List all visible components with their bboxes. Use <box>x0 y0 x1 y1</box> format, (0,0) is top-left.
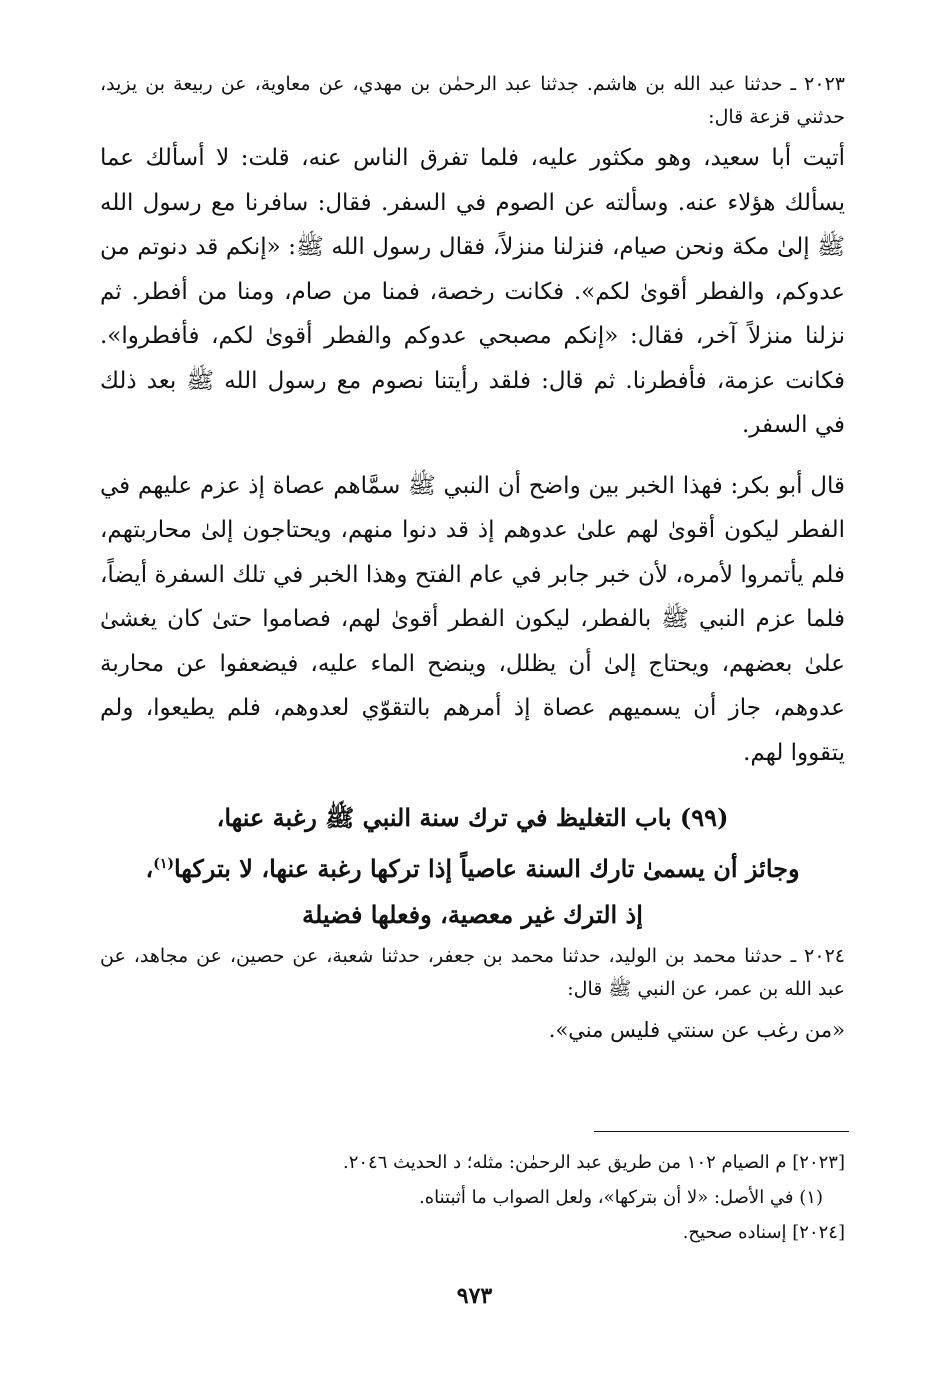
chapter-heading-line-2-end: ، <box>145 854 154 883</box>
chapter-heading-line-2-text: وجائز أن يسمىٰ تارك السنة عاصياً إذا تركها رغبة عنها، لا بتركها <box>173 854 800 883</box>
footnote-reference: (١) <box>153 856 174 872</box>
chapter-heading <box>100 795 845 938</box>
page-number: ٩٧٣ <box>456 1283 493 1309</box>
chapter-heading-line-1: (٩٩) باب التغليظ في ترك سنة النبي ﷺ رغبة عنها، <box>216 803 729 832</box>
chapter-heading-line-3: إذ الترك غير معصية، وفعلها فضيلة <box>302 900 643 929</box>
hadith-2023-text: أتيت أبا سعيد، وهو مكثور عليه، فلما تفرق الناس عنه، قلت: لا أسألك عما يسألك هؤلاء عنه. وسألته عن الصوم في السفر. فقال: سافرنا مع رسول الله ﷺ إلىٰ مكة ونحن صيام، فنزلنا منزلاً، فقال رسول الله ﷺ: «إنكم قد دنوتم من عدوكم، والفطر أقوىٰ لكم». فكانت رخصة، فمنا من صام، ومنا من أفطر. ثم نزلنا منزلاً آخر، فقال: «إنكم مصبحي عدوكم والفطر أقوىٰ لكم، فأفطروا». فكانت عزمة، فأفطرنا. ثم قال: فلقد رأيتنا نصوم مع رسول الله ﷺ بعد ذلك في السفر. <box>100 145 845 438</box>
hadith-2024-text: «من رغب عن سنتي فليس مني». <box>548 1018 845 1042</box>
chapter-heading-line-2 <box>100 841 845 892</box>
footnote-divider <box>594 1131 849 1132</box>
hadith-2024-isnad: ٢٠٢٤ ـ حدثنا محمد بن الوليد، حدثنا محمد بن جعفر، حدثنا شعبة، عن حصين، عن مجاهد، عن عبد الله بن عمر، عن النبي ﷺ قال: <box>100 945 845 1000</box>
footnotes <box>100 1145 845 1250</box>
footnote-2024: [٢٠٢٤] إسناده صحيح. <box>682 1222 845 1243</box>
footnote-1: (١) في الأصل: «لا أن بتركها»، ولعل الصواب ما أثبتناه. <box>418 1187 823 1208</box>
footnote-2023: [٢٠٢٣] م الصيام ١٠٢ من طريق عبد الرحمٰن: مثله؛ د الحديث ٢٠٤٦. <box>342 1152 845 1173</box>
commentary-paragraph: قال أبو بكر: فهذا الخبر بين واضح أن النبي ﷺ سمَّاهم عصاة إذ عزم عليهم في الفطر ليكون أقوىٰ لهم علىٰ عدوهم إذ قد دنوا منهم، ويحتاجون إلىٰ محاربتهم، فلم يأتمروا لأمره، لأن خبر جابر في عام الفتح وهذا الخبر في تلك السفرة أيضاً، فلما عزم النبي ﷺ بالفطر، ليكون الفطر أقوىٰ لهم، فصاموا حتىٰ كان يغشىٰ علىٰ بعضهم، ويحتاج إلىٰ أن يظلل، وينضح الماء عليه، فيضعفوا عن محاربة عدوهم، جاز أن يسميهم عصاة إذ أمرهم بالتقوّي لعدوهم، فلم يطيعوا، ولم يتقووا لهم. <box>100 472 845 766</box>
hadith-2023-isnad: ٢٠٢٣ ـ حدثنا عبد الله بن هاشم. جدثنا عبد الرحمٰن بن مهدي، عن معاوية، عن ربيعة بن يزيد، حدثني قزعة قال: <box>100 73 845 128</box>
page-body <box>100 60 845 1050</box>
